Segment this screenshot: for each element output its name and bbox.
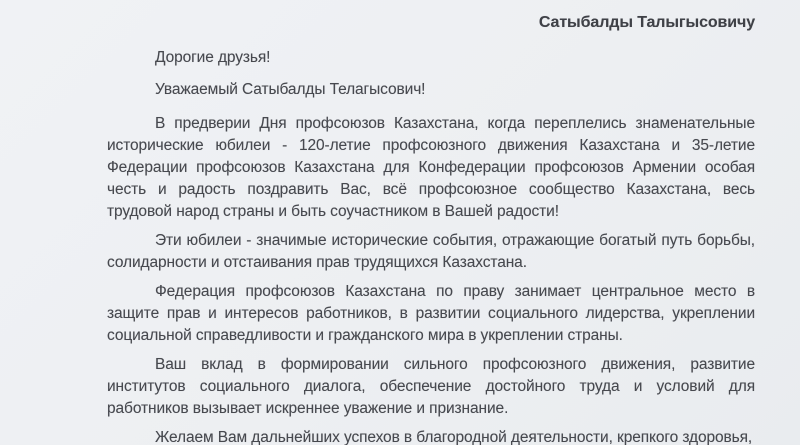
- letter-paragraph: Ваш вклад в формировании сильного профсоюзного движения, развитие институтов социального диалога, обеспечение достойного труда и условий для работников вызывает искреннее уважение и признание.: [107, 356, 755, 417]
- letter-paragraph: Желаем Вам дальнейших успехов в благородной деятельности, крепкого здоровья,: [155, 429, 753, 445]
- letter-paragraph: В предверии Дня профсоюзов Казахстана, когда переплелись знаменательные исторические юбилеи - 120-летие профсоюзного движения Казахстана и 35-летие Федерации профсоюзов Казахстана для Конфедерации профсоюзов Армении особая честь и радость поздравить Вас, всё профсоюзное сообщество Казахстана, весь трудовой народ страны и быть соучастником в Вашей радости!: [107, 115, 755, 220]
- letter-paragraph: Эти юбилеи - значимые исторические события, отражающие богатый путь борьбы, солидарности и отстаивания прав трудящихся Казахстана.: [107, 232, 755, 271]
- salutation-name: Уважаемый Сатыбалды Телагысович!: [155, 81, 426, 98]
- addressee-name: Сатыбалды Талыгысовичу: [538, 14, 755, 31]
- letter-paragraph: Федерация профсоюзов Казахстана по праву занимает центральное место в защите прав и интересов работников, в развитии социального лидерства, укреплении социальной справедливости и гражданского мира в укреплении страны.: [107, 283, 755, 344]
- salutation-friends: Дорогие друзья!: [155, 49, 271, 66]
